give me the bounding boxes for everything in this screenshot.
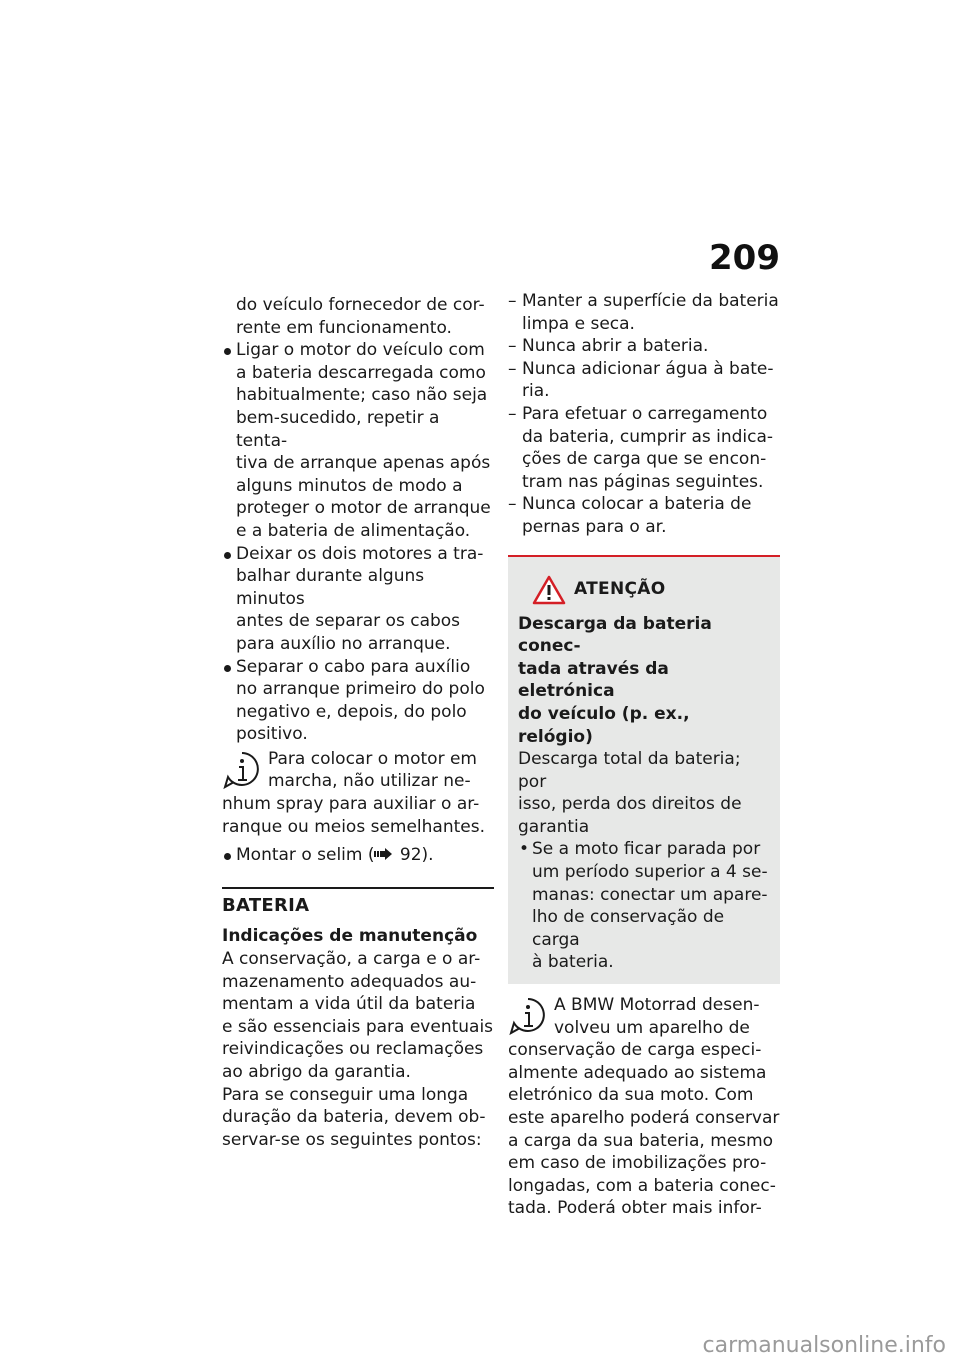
warning-box <box>508 555 780 985</box>
text-line: A conservação, a carga e o ar- <box>222 949 481 970</box>
text-line: tram nas páginas seguintes. <box>522 471 764 492</box>
text-line: Para colocar o motor em <box>268 748 477 769</box>
warning-title: ATENÇÃO <box>574 579 666 600</box>
text-line: proteger o motor de arranque <box>236 498 491 519</box>
info-note <box>222 748 494 838</box>
text-line: – Nunca colocar a bateria de <box>522 494 752 515</box>
text-line: Ligar o motor do veículo com <box>236 340 485 361</box>
dash-item <box>508 358 780 403</box>
text-line: lho de conservação de carga <box>532 907 725 950</box>
text-line: nhum spray para auxiliar o ar- <box>222 794 480 815</box>
text-line: manas: conectar um apare- <box>532 884 768 905</box>
text-line: no arranque primeiro do polo <box>236 679 485 700</box>
text-line: habitualmente; caso não seja <box>236 385 488 406</box>
text-line: isso, perda dos direitos de <box>518 794 742 815</box>
text-line: positivo. <box>236 724 308 745</box>
text-line: marcha, não utilizar ne- <box>268 771 471 792</box>
text-line: a bateria descarregada como <box>236 362 486 383</box>
text-line: para auxílio no arranque. <box>236 633 451 654</box>
bullet-item <box>222 339 494 542</box>
text-line: longadas, com a bateria conec- <box>508 1175 776 1196</box>
text-line: – Nunca adicionar água à bate- <box>522 358 774 379</box>
page-number: 209 <box>709 238 780 278</box>
text-line: conservação de carga especi- <box>508 1040 762 1061</box>
text-line: à bateria. <box>532 952 614 973</box>
dash-item <box>508 403 780 493</box>
text-line: mentam a vida útil da bateria <box>222 994 476 1015</box>
text-line: ao abrigo da garantia. <box>222 1062 411 1082</box>
text-line: do veículo fornecedor de cor- <box>236 295 485 315</box>
text-line: servar-se os seguintes pontos: <box>222 1129 482 1150</box>
text-line: do veículo (p. ex., relógio) <box>518 703 690 747</box>
text-line: e são essenciais para eventuais <box>222 1016 494 1037</box>
info-note <box>508 994 780 1220</box>
warning-bullet <box>518 838 770 974</box>
subheading: Indicações de manutenção <box>222 926 478 947</box>
text-line: da bateria, cumprir as indica- <box>522 426 774 447</box>
text-line: A BMW Motorrad desen- <box>554 995 760 1016</box>
text-line: em caso de imobilizações pro- <box>508 1153 767 1174</box>
section-title: BATERIA <box>222 894 310 916</box>
text-line: ria. <box>522 381 550 402</box>
text-line: garantia <box>518 816 590 837</box>
text-line: alguns minutos de modo a <box>236 475 463 496</box>
page-reference: 92). <box>399 845 434 866</box>
text-line: volveu um aparelho de <box>554 1017 750 1038</box>
dash-item <box>508 335 780 358</box>
text-line: um período superior a 4 se- <box>532 862 768 883</box>
bullet-item <box>222 844 494 867</box>
text-line: Descarga total da bateria; por <box>518 749 741 792</box>
dash-item <box>508 493 780 538</box>
text-line: Para se conseguir uma longa <box>222 1084 469 1105</box>
left-column <box>222 294 494 1151</box>
right-column <box>508 290 780 1220</box>
text-line: Deixar os dois motores a tra- <box>236 543 484 564</box>
text-line: pernas para o ar. <box>522 516 667 537</box>
text-line: rente em funcionamento. <box>236 317 452 338</box>
paragraph <box>222 1084 494 1152</box>
text-line: Descarga da bateria conec- <box>518 613 712 657</box>
text-line: reivindicações ou reclamações <box>222 1039 484 1060</box>
text-line: a carga da sua bateria, mesmo <box>508 1130 774 1151</box>
dash-item <box>508 290 780 335</box>
continuation-text <box>222 294 494 339</box>
text-line: – Para efetuar o carregamento <box>522 403 768 424</box>
text-line: mazenamento adequados au- <box>222 971 477 992</box>
text-line: almente adequado ao sistema <box>508 1062 767 1083</box>
text-line: ções de carga que se encon- <box>522 449 767 470</box>
text-line: – Nunca abrir a bateria. <box>522 336 709 357</box>
info-icon <box>222 750 262 790</box>
watermark[interactable]: carmanualsonline.info <box>702 1333 946 1358</box>
section-divider <box>222 887 494 889</box>
text-line: eletrónico da sua moto. Com <box>508 1085 754 1106</box>
text-line: balhar durante alguns minutos <box>236 566 425 609</box>
bullet-item <box>222 656 494 746</box>
warning-triangle-icon <box>532 575 566 605</box>
text-line: ranque ou meios semelhantes. <box>222 816 486 837</box>
page-reference-arrow-icon <box>374 848 394 860</box>
text-line: antes de separar os cabos <box>236 611 461 632</box>
text-line: este aparelho poderá conservar <box>508 1108 780 1128</box>
warning-body <box>518 748 770 838</box>
text-line: duração da bateria, devem ob- <box>222 1107 486 1128</box>
text-line: Montar o selim ( <box>236 845 375 866</box>
text-line: tada através da eletrónica <box>518 658 669 702</box>
text-line: Separar o cabo para auxílio <box>236 656 471 677</box>
warning-header <box>518 575 770 605</box>
warning-heading <box>518 613 770 749</box>
paragraph <box>222 948 494 1084</box>
text-line: – Manter a superfície da bateria <box>522 291 779 311</box>
text-line: limpa e seca. <box>522 313 635 334</box>
text-line: • Se a moto ficar parada por <box>532 839 761 860</box>
text-line: negativo e, depois, do polo <box>236 701 467 722</box>
bullet-item <box>222 543 494 656</box>
text-line: tada. Poderá obter mais infor- <box>508 1198 762 1219</box>
info-icon <box>508 996 548 1036</box>
text-line: e a bateria de alimentação. <box>236 520 471 541</box>
text-line: bem-sucedido, repetir a tenta- <box>236 407 440 451</box>
text-line: tiva de arranque apenas após <box>236 453 491 474</box>
